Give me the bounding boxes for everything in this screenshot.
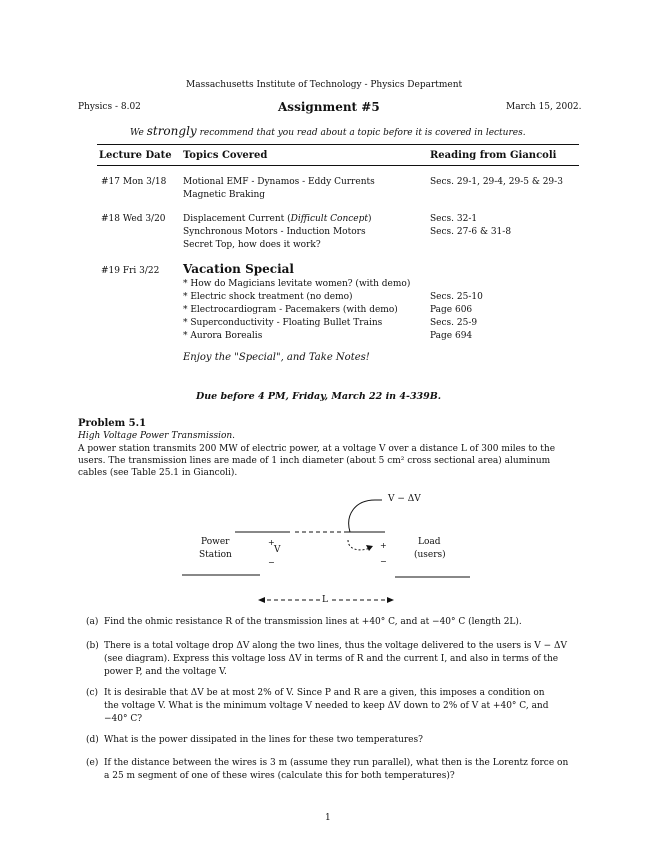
dv-label: V − ΔV xyxy=(388,494,421,504)
problem-text: A power station transmits 200 MW of electric power, at a voltage V over a distance L of 300 miles to the users. The transmission lines are made of 1 inch diameter (about 5 cm² cross sectional area) aluminum cables (see Table 25.1 in Giancoli). xyxy=(78,444,556,478)
row3-topic-3: * Electrocardiogram - Pacemakers (with demo) xyxy=(183,305,398,315)
row3-topic-1: * How do Magicians levitate women? (with demo) xyxy=(183,279,411,289)
question-c-label: (c) xyxy=(86,688,99,698)
power-station-label-2: Station xyxy=(199,550,232,560)
lower-arrow xyxy=(366,545,373,551)
enjoy-note: Enjoy the "Special", and Take Notes! xyxy=(183,352,370,363)
question-b-line-2: (see diagram). Express this voltage loss ΔV in terms of R and the current I, and also in terms of the xyxy=(104,654,559,664)
row1-topic-1: Motional EMF - Dynamos - Eddy Currents xyxy=(183,177,375,187)
row2-topic-3: Secret Top, how does it work? xyxy=(183,240,321,250)
assignment-title: Assignment #5 xyxy=(278,100,380,114)
row1-date: #17 Mon 3/18 xyxy=(101,177,167,187)
v-plus-mark: + xyxy=(268,538,275,547)
row2-topic-1a: Displacement Current ( xyxy=(183,214,291,224)
row3-topic-2: * Electric shock treatment (no demo) xyxy=(183,292,353,302)
row3-reading-2: Secs. 25-10 xyxy=(430,292,483,302)
load-label-1: Load xyxy=(418,537,441,547)
table-header-reading: Reading from Giancoli xyxy=(430,150,557,161)
row1-topic-2: Magnetic Braking xyxy=(183,190,266,200)
page-number: 1 xyxy=(325,813,331,823)
power-station-label-1: Power xyxy=(201,537,230,547)
load-plus-mark: + xyxy=(380,541,387,550)
row3-topic-4: * Superconductivity - Floating Bullet Trains xyxy=(183,318,383,328)
row3-date: #19 Fri 3/22 xyxy=(101,266,160,276)
v-label: V xyxy=(274,545,281,555)
problem-title: Problem 5.1 xyxy=(78,418,147,429)
question-e-label: (e) xyxy=(86,758,99,768)
recommendation-line xyxy=(130,124,526,138)
v-minus-mark: − xyxy=(268,558,275,567)
question-e-line-1: If the distance between the wires is 3 m (assume they run parallel), what then is the Lorentz force on xyxy=(104,758,569,768)
course-label: Physics - 8.02 xyxy=(78,102,141,112)
problem-subtitle: High Voltage Power Transmission. xyxy=(78,431,236,441)
row2-topic-1c: ) xyxy=(368,214,372,224)
table-header-rule xyxy=(97,165,579,166)
question-b-line-3: power P, and the voltage V. xyxy=(104,667,227,677)
load-label-2: (users) xyxy=(414,550,446,560)
row2-topic-2: Synchronous Motors - Induction Motors xyxy=(183,227,366,237)
recommendation-prefix: We xyxy=(130,128,144,138)
table-header-topics: Topics Covered xyxy=(183,150,268,161)
l-arrow-left xyxy=(258,597,265,603)
row3-topic-5: * Aurora Borealis xyxy=(183,331,263,341)
question-d-label: (d) xyxy=(86,735,99,745)
institution-line: Massachusetts Institute of Technology - Physics Department xyxy=(186,80,463,90)
question-e-line-2: a 25 m segment of one of these wires (calculate this for both temperatures)? xyxy=(104,771,455,781)
row3-reading-4: Secs. 25-9 xyxy=(430,318,478,328)
question-c-line-3: −40° C? xyxy=(104,714,143,724)
question-b-line-1: There is a total voltage drop ΔV along the two lines, thus the voltage delivered to the users is V − ΔV xyxy=(104,641,567,651)
question-a-label: (a) xyxy=(86,617,99,627)
row2-topic-1b: Difficult Concept xyxy=(290,214,369,224)
load-minus-mark: − xyxy=(380,557,387,566)
row2-reading-2: Secs. 27-6 & 31-8 xyxy=(430,227,512,237)
assignment-date: March 15, 2002. xyxy=(506,102,582,112)
question-b-label: (b) xyxy=(86,641,99,651)
question-c-line-2: the voltage V. What is the minimum voltage V needed to keep ΔV down to 2% of V at +40° C, and xyxy=(104,701,549,711)
recommendation-rest: recommend that you read about a topic before it is covered in lectures. xyxy=(199,128,526,138)
l-label: L xyxy=(322,595,328,605)
row3-reading-5: Page 694 xyxy=(430,331,473,341)
question-d-line-1: What is the power dissipated in the lines for these two temperatures? xyxy=(104,735,423,745)
lower-arc xyxy=(348,540,370,550)
question-a-line-1: Find the ohmic resistance R of the transmission lines at +40° C, and at −40° C (length 2L). xyxy=(104,617,522,627)
row3-special-title: Vacation Special xyxy=(183,262,294,276)
row2-reading-1: Secs. 32-1 xyxy=(430,214,478,224)
table-top-rule xyxy=(97,144,579,145)
recommendation-emphasis: strongly xyxy=(146,124,197,138)
row3-reading-3: Page 606 xyxy=(430,305,473,315)
row2-date: #18 Wed 3/20 xyxy=(101,214,166,224)
table-header-date: Lecture Date xyxy=(99,150,172,161)
row1-reading: Secs. 29-1, 29-4, 29-5 & 29-3 xyxy=(430,177,563,187)
dv-arc xyxy=(349,500,375,532)
due-notice: Due before 4 PM, Friday, March 22 in 4-339B. xyxy=(196,391,442,402)
question-c-line-1: It is desirable that ΔV be at most 2% of V. Since P and R are a given, this imposes a condition on xyxy=(104,688,545,698)
l-arrow-right xyxy=(387,597,394,603)
row2-topic-1 xyxy=(183,213,372,226)
